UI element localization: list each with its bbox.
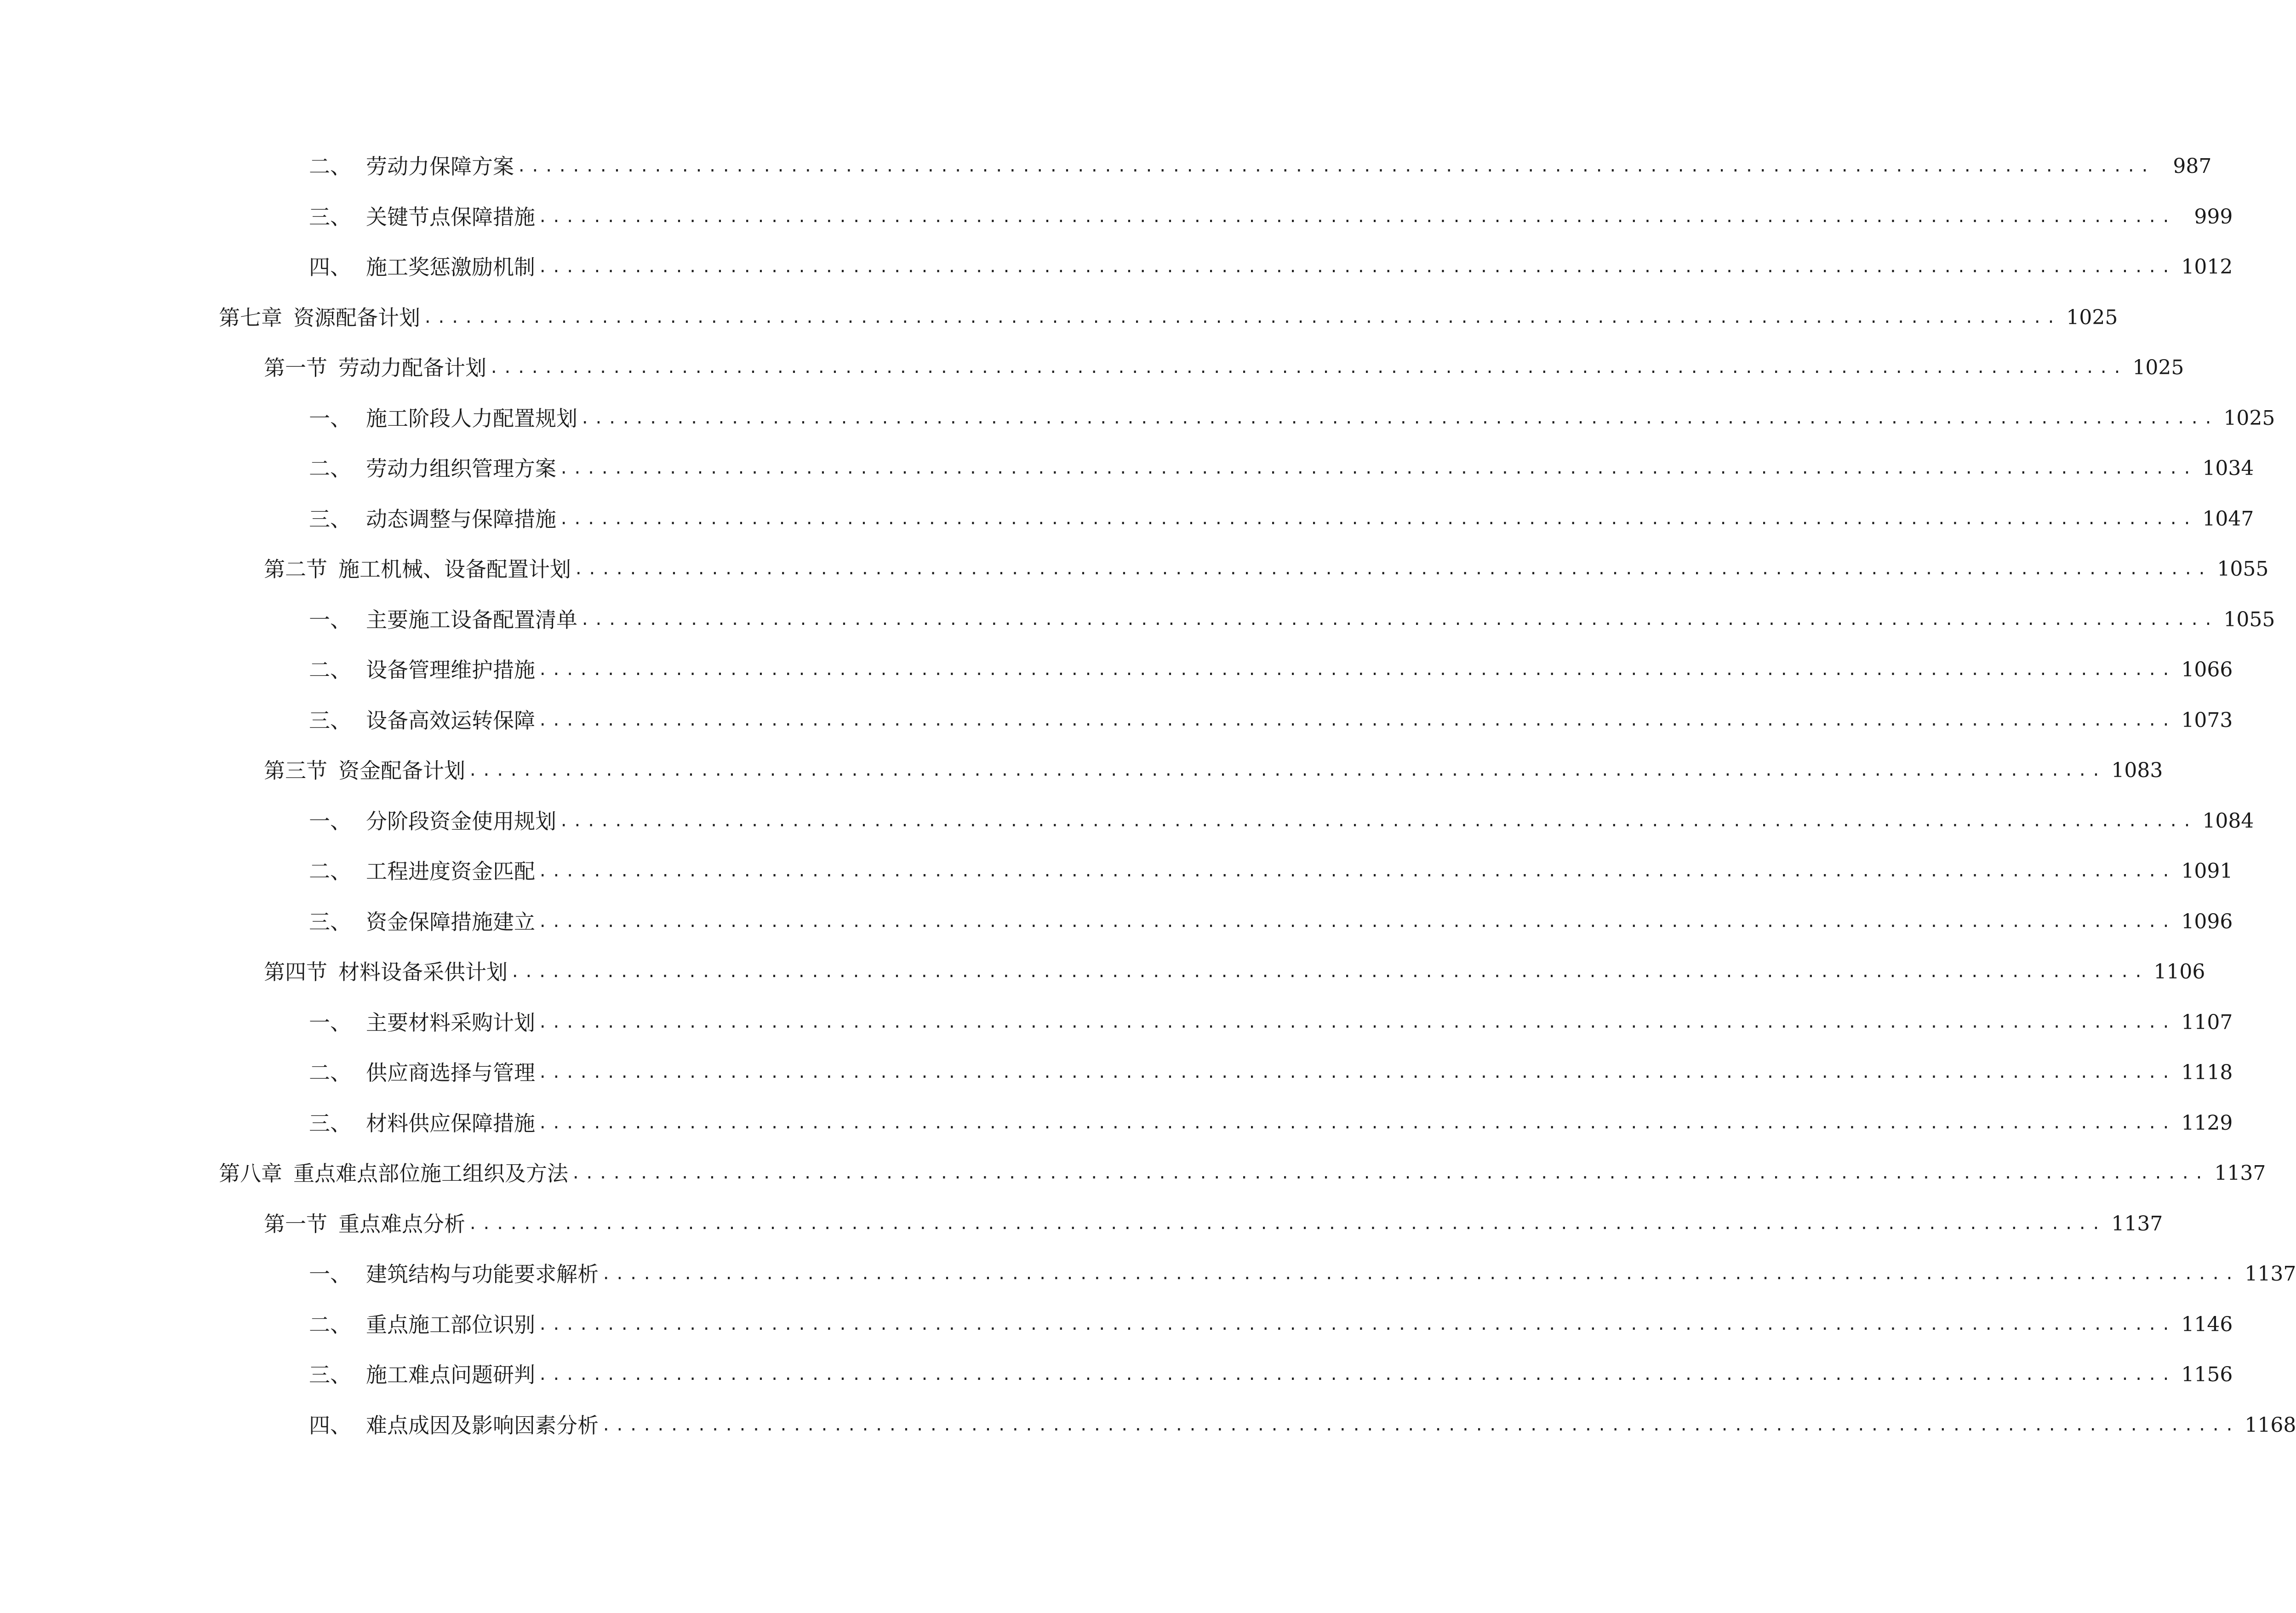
toc-entry-title: 建筑结构与功能要求解析 bbox=[366, 1262, 599, 1287]
toc-entry bbox=[0, 607, 2275, 658]
toc-entry-label bbox=[219, 305, 420, 331]
toc-dot-leader: ........................................................................................................................ bbox=[510, 963, 2148, 981]
toc-entry-number: 二、 bbox=[309, 1312, 351, 1337]
toc-page-number: 1107 bbox=[2181, 1010, 2233, 1034]
toc-entry-title: 材料设备采供计划 bbox=[338, 960, 508, 984]
toc-entry-title: 劳动力保障方案 bbox=[366, 154, 514, 179]
toc-entry-title: 关键节点保障措施 bbox=[366, 204, 535, 229]
toc-page-number: 1129 bbox=[2181, 1111, 2233, 1135]
toc-entry bbox=[0, 657, 2233, 708]
toc-entry-label bbox=[264, 758, 465, 784]
toc-dot-leader: ........................................................................................................................ bbox=[538, 912, 2175, 931]
toc-entry-title: 施工难点问题研判 bbox=[366, 1362, 535, 1387]
table-of-contents bbox=[0, 154, 2296, 1463]
toc-entry bbox=[0, 556, 2269, 607]
toc-page-number: 1073 bbox=[2181, 708, 2233, 732]
toc-entry-number: 一、 bbox=[309, 607, 351, 632]
toc-page-number: 1034 bbox=[2202, 457, 2254, 480]
toc-dot-leader: ........................................................................................................................ bbox=[489, 359, 2126, 377]
toc-entry-number: 二、 bbox=[309, 658, 351, 682]
toc-entry-label bbox=[309, 808, 556, 834]
toc-entry-label bbox=[309, 406, 577, 431]
toc-dot-leader: ........................................................................................................................ bbox=[538, 207, 2175, 226]
toc-dot-leader: ........................................................................................................................ bbox=[538, 1013, 2175, 1032]
toc-page-number: 999 bbox=[2194, 205, 2233, 229]
toc-entry bbox=[0, 456, 2254, 506]
toc-entry-number: 第七章 bbox=[219, 305, 282, 330]
toc-entry-title: 重点施工部位识别 bbox=[366, 1312, 535, 1337]
toc-page-number: 1156 bbox=[2181, 1363, 2233, 1386]
toc-page-number: 987 bbox=[2173, 154, 2212, 178]
toc-entry-title: 重点难点部位施工组织及方法 bbox=[293, 1161, 568, 1186]
toc-entry-number: 二、 bbox=[309, 154, 351, 179]
toc-dot-leader: ........................................................................................................................ bbox=[538, 258, 2175, 276]
toc-dot-leader: ........................................................................................................................ bbox=[559, 812, 2196, 830]
toc-entry-label bbox=[309, 456, 556, 481]
toc-entry bbox=[0, 959, 2205, 1010]
toc-entry-number: 二、 bbox=[309, 1060, 351, 1085]
toc-dot-leader: ........................................................................................................................ bbox=[559, 459, 2196, 478]
toc-entry-label bbox=[309, 607, 577, 633]
toc-entry bbox=[0, 858, 2233, 909]
toc-page-number: 1137 bbox=[2214, 1161, 2266, 1185]
toc-entry-number: 三、 bbox=[309, 708, 351, 733]
toc-entry-number: 二、 bbox=[309, 456, 351, 481]
toc-entry bbox=[0, 808, 2254, 859]
toc-entry-number: 三、 bbox=[309, 1110, 351, 1136]
toc-page-number: 1083 bbox=[2111, 759, 2163, 782]
toc-entry-label bbox=[309, 1362, 535, 1388]
toc-entry-number: 三、 bbox=[309, 1362, 351, 1387]
toc-entry-title: 施工阶段人力配置规划 bbox=[366, 406, 577, 431]
toc-page-number: 1025 bbox=[2223, 406, 2275, 430]
toc-page-number: 1096 bbox=[2181, 909, 2233, 933]
toc-entry bbox=[0, 1413, 2296, 1463]
toc-entry-number: 三、 bbox=[309, 909, 351, 934]
toc-entry-label bbox=[309, 1261, 599, 1287]
toc-entry bbox=[0, 1312, 2233, 1362]
toc-entry-number: 四、 bbox=[309, 1413, 351, 1438]
toc-page-number: 1025 bbox=[2066, 305, 2118, 329]
toc-entry bbox=[0, 1010, 2233, 1060]
toc-entry-label bbox=[264, 556, 571, 582]
toc-page-number: 1012 bbox=[2181, 255, 2233, 279]
toc-entry bbox=[0, 254, 2233, 305]
toc-entry-number: 第三节 bbox=[264, 758, 327, 783]
toc-entry bbox=[0, 154, 2212, 204]
toc-dot-leader: ........................................................................................................................ bbox=[601, 1265, 2239, 1283]
toc-dot-leader: ........................................................................................................................ bbox=[538, 1366, 2175, 1384]
toc-entry-title: 资源配备计划 bbox=[293, 305, 420, 330]
toc-entry-title: 供应商选择与管理 bbox=[366, 1060, 535, 1085]
toc-entry-title: 分阶段资金使用规划 bbox=[366, 808, 556, 834]
toc-entry-label bbox=[309, 204, 535, 230]
toc-entry bbox=[0, 1211, 2163, 1262]
toc-entry-title: 主要施工设备配置清单 bbox=[366, 607, 577, 632]
toc-dot-leader: ........................................................................................................................ bbox=[538, 1114, 2175, 1133]
toc-page-number: 1055 bbox=[2223, 607, 2275, 631]
toc-page-number: 1055 bbox=[2217, 557, 2269, 581]
toc-page-number: 1118 bbox=[2181, 1061, 2233, 1084]
toc-dot-leader: ........................................................................................................................ bbox=[423, 308, 2060, 327]
toc-dot-leader: ........................................................................................................................ bbox=[538, 711, 2175, 730]
toc-entry-number: 第八章 bbox=[219, 1161, 282, 1186]
toc-entry-title: 材料供应保障措施 bbox=[366, 1110, 535, 1136]
toc-entry-title: 资金配备计划 bbox=[338, 758, 465, 783]
toc-entry bbox=[0, 204, 2233, 255]
toc-entry-label bbox=[219, 1161, 568, 1186]
toc-entry-number: 第二节 bbox=[264, 557, 327, 582]
toc-entry-label bbox=[309, 657, 535, 683]
toc-page-number: 1047 bbox=[2202, 507, 2254, 531]
toc-entry-number: 四、 bbox=[309, 255, 351, 280]
toc-entry bbox=[0, 506, 2254, 557]
toc-dot-leader: ........................................................................................................................ bbox=[601, 1416, 2239, 1435]
toc-entry-label bbox=[309, 154, 514, 179]
toc-entry-number: 三、 bbox=[309, 204, 351, 229]
toc-entry bbox=[0, 1261, 2296, 1312]
toc-dot-leader: ........................................................................................................................ bbox=[559, 509, 2196, 528]
toc-entry-label bbox=[309, 1010, 535, 1035]
toc-dot-leader: ........................................................................................................................ bbox=[538, 1315, 2175, 1334]
toc-entry-label bbox=[309, 1413, 599, 1438]
toc-entry bbox=[0, 406, 2275, 456]
toc-dot-leader: ........................................................................................................................ bbox=[538, 661, 2175, 679]
toc-entry bbox=[0, 708, 2233, 758]
toc-entry-number: 二、 bbox=[309, 859, 351, 884]
toc-page-number: 1146 bbox=[2181, 1312, 2233, 1336]
toc-entry-number: 三、 bbox=[309, 506, 351, 532]
toc-entry-number: 一、 bbox=[309, 808, 351, 834]
toc-dot-leader: ........................................................................................................................ bbox=[468, 761, 2105, 780]
toc-entry-label bbox=[309, 1060, 535, 1086]
toc-page-number: 1091 bbox=[2181, 859, 2233, 883]
toc-entry-label bbox=[309, 1110, 535, 1136]
toc-dot-leader: ........................................................................................................................ bbox=[571, 1164, 2208, 1183]
toc-entry-label bbox=[309, 1312, 535, 1338]
toc-entry-label bbox=[264, 1211, 465, 1237]
toc-entry-title: 劳动力配备计划 bbox=[338, 355, 486, 380]
toc-page-number: 1137 bbox=[2245, 1262, 2296, 1286]
toc-entry-number: 第四节 bbox=[264, 960, 327, 984]
toc-page-number: 1137 bbox=[2111, 1212, 2163, 1235]
toc-page-number: 1106 bbox=[2153, 960, 2205, 984]
toc-entry-title: 动态调整与保障措施 bbox=[366, 506, 556, 532]
toc-entry-title: 主要材料采购计划 bbox=[366, 1010, 535, 1035]
toc-entry-title: 设备管理维护措施 bbox=[366, 658, 535, 682]
toc-dot-leader: ........................................................................................................................ bbox=[580, 409, 2217, 428]
toc-entry bbox=[0, 1161, 2266, 1211]
toc-entry-number: 一、 bbox=[309, 1010, 351, 1035]
toc-entry-title: 劳动力组织管理方案 bbox=[366, 456, 556, 481]
toc-entry-title: 工程进度资金匹配 bbox=[366, 859, 535, 884]
toc-entry bbox=[0, 758, 2163, 808]
toc-entry-label bbox=[264, 959, 508, 985]
toc-entry bbox=[0, 1110, 2233, 1161]
toc-entry bbox=[0, 305, 2118, 355]
toc-entry-title: 设备高效运转保障 bbox=[366, 708, 535, 733]
toc-entry-number: 一、 bbox=[309, 1262, 351, 1287]
toc-entry-label bbox=[309, 909, 535, 935]
toc-page-number: 1025 bbox=[2132, 356, 2184, 379]
toc-entry bbox=[0, 355, 2184, 406]
toc-entry-number: 第一节 bbox=[264, 355, 327, 380]
toc-page-number: 1084 bbox=[2202, 809, 2254, 833]
toc-entry-title: 施工机械、设备配置计划 bbox=[338, 557, 571, 582]
toc-dot-leader: ........................................................................................................................ bbox=[517, 157, 2154, 176]
toc-dot-leader: ........................................................................................................................ bbox=[574, 560, 2211, 578]
toc-entry-number: 第一节 bbox=[264, 1211, 327, 1236]
toc-dot-leader: ........................................................................................................................ bbox=[538, 1064, 2175, 1082]
toc-entry-title: 资金保障措施建立 bbox=[366, 909, 535, 934]
toc-entry-title: 重点难点分析 bbox=[338, 1211, 465, 1236]
toc-dot-leader: ........................................................................................................................ bbox=[468, 1214, 2105, 1233]
toc-entry-number: 一、 bbox=[309, 406, 351, 431]
toc-entry-label bbox=[309, 506, 556, 532]
toc-entry bbox=[0, 909, 2233, 960]
toc-dot-leader: ........................................................................................................................ bbox=[538, 862, 2175, 881]
toc-entry-title: 难点成因及影响因素分析 bbox=[366, 1413, 599, 1438]
toc-entry-label bbox=[309, 708, 535, 733]
toc-entry-label bbox=[309, 858, 535, 884]
toc-page-number: 1066 bbox=[2181, 658, 2233, 681]
toc-page-number: 1168 bbox=[2245, 1413, 2296, 1437]
toc-entry-label bbox=[309, 254, 535, 280]
toc-entry-label bbox=[264, 355, 486, 381]
toc-entry-title: 施工奖惩激励机制 bbox=[366, 255, 535, 280]
toc-entry bbox=[0, 1060, 2233, 1110]
toc-dot-leader: ........................................................................................................................ bbox=[580, 610, 2217, 629]
toc-entry bbox=[0, 1362, 2233, 1413]
